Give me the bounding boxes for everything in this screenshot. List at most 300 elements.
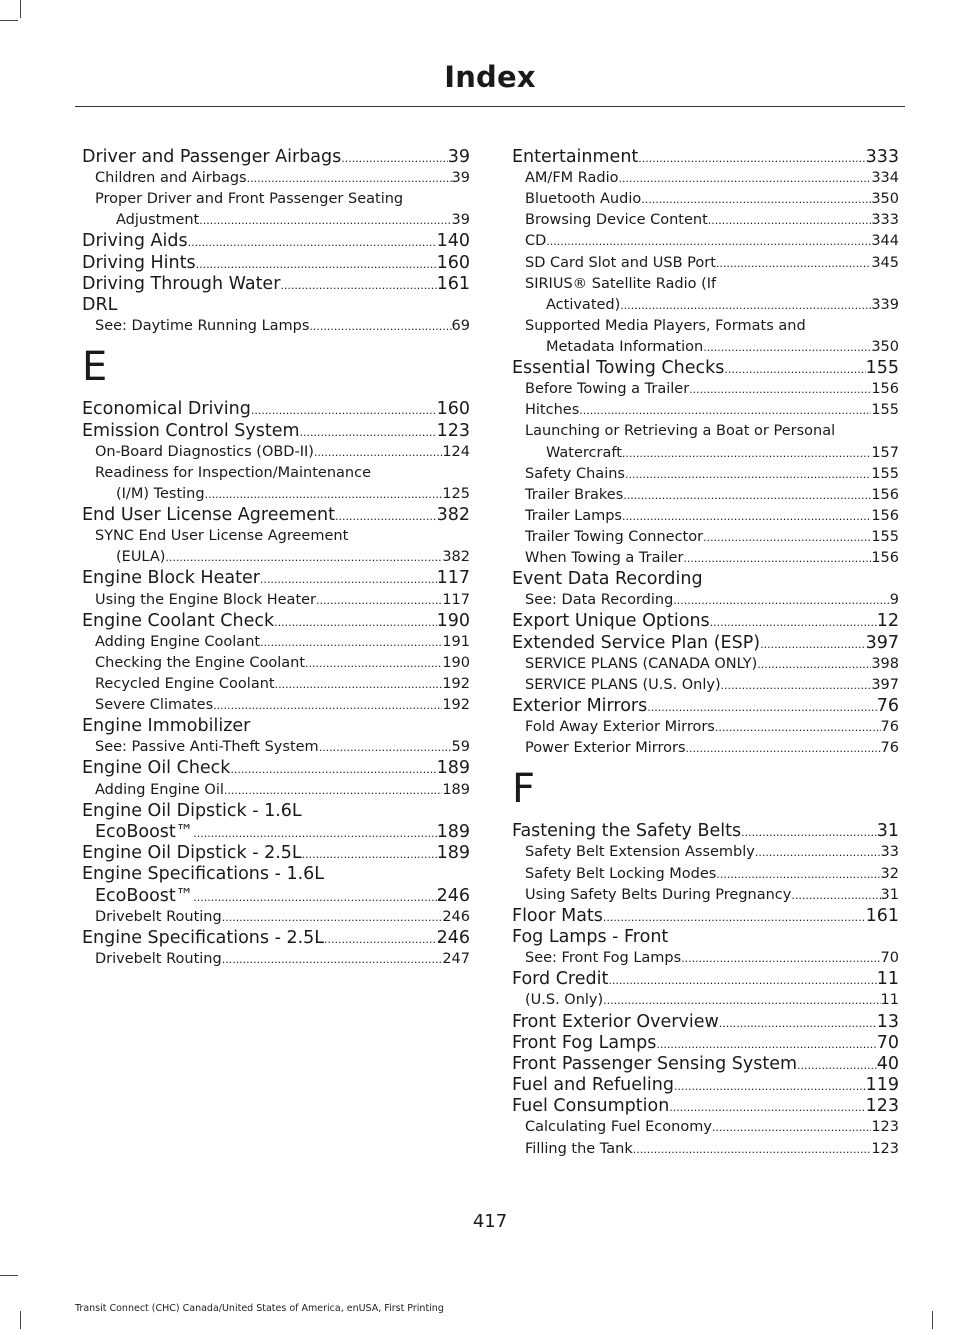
entry-text: SERVICE PLANS (U.S. Only) xyxy=(525,676,721,693)
entry-text: Hitches xyxy=(525,402,580,419)
entry-page-number: 123 xyxy=(871,1140,899,1157)
entry-text: Ford Credit xyxy=(512,969,609,990)
index-subentry[interactable] xyxy=(512,948,899,969)
entry-page-number: 246 xyxy=(436,885,470,906)
dot-leader xyxy=(546,231,871,252)
index-entry[interactable] xyxy=(82,568,470,589)
entry-page-number: 397 xyxy=(871,676,899,693)
entry-page-number: 155 xyxy=(865,358,899,379)
index-entry[interactable] xyxy=(512,358,899,379)
entry-text: SIRIUS® Satellite Radio (If xyxy=(525,275,717,292)
index-entry-continuation[interactable] xyxy=(82,484,470,505)
dot-leader xyxy=(757,654,871,675)
dot-leader xyxy=(319,737,452,758)
index-subentry[interactable] xyxy=(512,842,899,863)
dot-leader xyxy=(712,1117,871,1138)
dot-leader xyxy=(619,168,872,189)
entry-text: SD Card Slot and USB Port xyxy=(525,254,716,271)
crop-mark xyxy=(0,20,18,21)
dot-leader xyxy=(608,970,876,990)
dot-leader xyxy=(280,275,436,295)
entry-text: Supported Media Players, Formats and xyxy=(525,317,806,334)
entry-page-number: 350 xyxy=(871,338,899,355)
dot-leader xyxy=(716,253,871,274)
entry-page-number: 350 xyxy=(871,191,899,208)
entry-text: Launching or Retrieving a Boat or Personal xyxy=(525,423,836,440)
index-entry[interactable] xyxy=(82,421,470,442)
entry-page-number: 157 xyxy=(871,444,899,461)
entry-text: Engine Oil Dipstick - 2.5L xyxy=(82,843,302,864)
entry-page-number: 155 xyxy=(871,528,899,545)
section-letter: E xyxy=(82,344,108,391)
entry-page-number: 40 xyxy=(876,1053,899,1074)
index-entry[interactable] xyxy=(82,274,470,295)
index-subentry[interactable] xyxy=(512,168,899,189)
dot-leader xyxy=(741,822,877,842)
entry-page-number: 70 xyxy=(880,950,899,967)
dot-leader xyxy=(196,254,437,274)
index-subentry[interactable] xyxy=(82,442,470,463)
entry-text: SYNC End User License Agreement xyxy=(95,528,349,545)
dot-leader xyxy=(324,929,437,949)
entry-text: Readiness for Inspection/Maintenance xyxy=(95,464,371,481)
index-entry[interactable] xyxy=(82,864,470,885)
dot-leader xyxy=(302,844,437,864)
dot-leader xyxy=(716,864,880,885)
index-subentry[interactable] xyxy=(512,1139,899,1160)
dot-leader xyxy=(224,780,442,801)
index-entry[interactable] xyxy=(512,1096,899,1117)
entry-text: End User License Agreement xyxy=(82,504,335,525)
entry-text: Checking the Engine Coolant xyxy=(95,654,306,671)
index-entry[interactable] xyxy=(512,633,899,654)
index-entry[interactable] xyxy=(82,611,470,632)
index-subentry[interactable] xyxy=(512,717,899,738)
entry-text: Adjustment xyxy=(116,212,200,229)
index-subentry[interactable] xyxy=(512,400,899,421)
index-subentry[interactable] xyxy=(512,654,899,675)
dot-leader xyxy=(703,337,871,358)
index-subentry[interactable] xyxy=(512,1117,899,1138)
index-column-right xyxy=(512,147,899,1160)
dot-leader xyxy=(622,506,871,527)
entry-page-number: 161 xyxy=(436,273,470,294)
index-subentry[interactable] xyxy=(512,316,899,337)
index-entry-continuation[interactable] xyxy=(512,443,899,464)
index-subentry[interactable] xyxy=(512,253,899,274)
index-entry[interactable] xyxy=(512,927,899,948)
index-entry-continuation[interactable] xyxy=(82,822,470,843)
section-letter: F xyxy=(512,766,536,813)
entry-page-number: 123 xyxy=(865,1096,899,1117)
entry-text: Safety Belt Locking Modes xyxy=(525,865,717,882)
entry-page-number: 339 xyxy=(871,296,899,313)
index-subentry[interactable] xyxy=(82,907,470,928)
dot-leader xyxy=(625,464,871,485)
entry-text: Power Exterior Mirrors xyxy=(525,740,686,757)
entry-text: When Towing a Trailer xyxy=(525,549,684,566)
index-subentry[interactable] xyxy=(82,674,470,695)
index-column-left xyxy=(82,147,470,970)
entry-page-number: 119 xyxy=(865,1075,899,1096)
dot-leader xyxy=(708,210,872,231)
entry-text: Metadata Information xyxy=(546,338,704,355)
entry-text: (I/M) Testing xyxy=(116,485,205,502)
dot-leader xyxy=(683,548,871,569)
dot-leader xyxy=(623,485,871,506)
dot-leader xyxy=(681,948,880,969)
entry-page-number: 31 xyxy=(880,886,899,903)
entry-page-number: 190 xyxy=(442,654,470,671)
entry-page-number: 189 xyxy=(442,781,470,798)
index-entry[interactable] xyxy=(82,399,470,420)
entry-text: AM/FM Radio xyxy=(525,170,619,187)
entry-text: CD xyxy=(525,233,547,250)
entry-text: Front Exterior Overview xyxy=(512,1011,719,1032)
dot-leader xyxy=(710,612,877,632)
index-entry[interactable] xyxy=(82,758,470,779)
entry-page-number: 382 xyxy=(442,549,470,566)
entry-page-number: 31 xyxy=(876,821,899,842)
entry-text: Fold Away Exterior Mirrors xyxy=(525,719,715,736)
index-entry[interactable] xyxy=(512,1054,899,1075)
entry-text: Adding Engine Coolant xyxy=(95,633,261,650)
entry-page-number: 344 xyxy=(871,233,899,250)
entry-text: Severe Climates xyxy=(95,697,214,714)
entry-text: Export Unique Options xyxy=(512,611,710,632)
index-entry[interactable] xyxy=(512,1033,899,1054)
index-entry[interactable] xyxy=(512,821,899,842)
entry-page-number: 59 xyxy=(451,739,470,756)
entry-text: Proper Driver and Front Passenger Seating xyxy=(95,191,404,208)
entry-page-number: 398 xyxy=(871,655,899,672)
index-subentry[interactable] xyxy=(82,168,470,189)
index-subentry[interactable] xyxy=(82,463,470,484)
entry-text: Engine Specifications - 2.5L xyxy=(82,927,325,948)
entry-text: Using the Engine Block Heater xyxy=(95,591,317,608)
entry-page-number: 124 xyxy=(442,443,470,460)
entry-text: (EULA) xyxy=(116,549,166,566)
dot-leader xyxy=(674,1076,866,1096)
entry-text: Floor Mats xyxy=(512,905,603,926)
entry-text: Using Safety Belts During Pregnancy xyxy=(525,886,792,903)
index-entry[interactable] xyxy=(82,505,470,526)
entry-page-number: 123 xyxy=(871,1119,899,1136)
entry-page-number: 140 xyxy=(436,231,470,252)
dot-leader xyxy=(715,717,881,738)
entry-text: Drivebelt Routing xyxy=(95,950,222,967)
crop-mark xyxy=(0,1275,18,1276)
entry-text: Safety Chains xyxy=(525,465,625,482)
dot-leader xyxy=(260,632,442,653)
entry-text: Trailer Lamps xyxy=(525,507,622,524)
index-subentry[interactable] xyxy=(512,864,899,885)
index-entry[interactable] xyxy=(82,147,470,168)
entry-page-number: 189 xyxy=(436,821,470,842)
dot-leader xyxy=(579,400,871,421)
entry-page-number: 190 xyxy=(436,610,470,631)
entry-page-number: 382 xyxy=(436,504,470,525)
entry-page-number: 11 xyxy=(876,969,899,990)
dot-leader xyxy=(669,1097,865,1117)
page-title: Index xyxy=(444,60,536,94)
dot-leader xyxy=(260,569,437,589)
entry-text: Browsing Device Content xyxy=(525,212,708,229)
index-subentry[interactable] xyxy=(82,526,470,547)
entry-text: Engine Immobilizer xyxy=(82,716,251,737)
dot-leader xyxy=(603,990,880,1011)
dot-leader xyxy=(316,590,442,611)
entry-page-number: 32 xyxy=(880,865,899,882)
entry-text: Trailer Brakes xyxy=(525,486,624,503)
index-entry[interactable] xyxy=(82,295,470,316)
entry-page-number: 192 xyxy=(442,676,470,692)
index-subentry[interactable] xyxy=(512,506,899,527)
index-entry-continuation[interactable] xyxy=(512,295,899,316)
index-subentry[interactable] xyxy=(512,527,899,548)
index-entry[interactable] xyxy=(82,716,470,737)
crop-mark xyxy=(20,0,21,18)
dot-leader xyxy=(251,400,437,420)
entry-page-number: 125 xyxy=(442,485,470,502)
dot-leader xyxy=(673,590,889,611)
index-entry[interactable] xyxy=(82,843,470,864)
entry-text: See: Front Fog Lamps xyxy=(525,950,682,967)
entry-page-number: 9 xyxy=(889,592,899,609)
dot-leader xyxy=(222,907,443,928)
index-entry[interactable] xyxy=(512,969,899,990)
entry-text: Emission Control System xyxy=(82,420,300,441)
entry-text: Calculating Fuel Economy xyxy=(525,1119,712,1136)
index-subentry[interactable] xyxy=(82,653,470,674)
entry-page-number: 333 xyxy=(865,147,899,167)
entry-text: Drivebelt Routing xyxy=(95,908,222,925)
entry-page-number: 397 xyxy=(865,632,899,653)
title-rule xyxy=(75,106,905,107)
entry-text: Entertainment xyxy=(512,147,639,167)
index-subentry[interactable] xyxy=(512,675,899,696)
dot-leader xyxy=(165,547,442,568)
index-entry[interactable] xyxy=(512,1012,899,1033)
entry-text: On-Board Diagnostics (OBD-II) xyxy=(95,443,314,460)
index-subentry[interactable] xyxy=(512,231,899,252)
dot-leader xyxy=(199,210,451,231)
entry-text: Driver and Passenger Airbags xyxy=(82,147,342,167)
entry-page-number: 191 xyxy=(442,633,470,650)
entry-text: (U.S. Only) xyxy=(525,992,604,1009)
entry-text: Fuel and Refueling xyxy=(512,1075,674,1096)
dot-leader xyxy=(335,506,437,526)
footer-text: Transit Connect (CHC) Canada/United States of America, enUSA, First Printing xyxy=(75,1303,444,1314)
index-subentry[interactable] xyxy=(512,990,899,1011)
entry-text: Watercraft xyxy=(546,444,622,461)
entry-text: Children and Airbags xyxy=(95,170,247,187)
index-subentry[interactable] xyxy=(82,189,470,210)
entry-text: EcoBoost™ xyxy=(95,885,194,906)
index-entry[interactable] xyxy=(512,569,899,590)
entry-page-number: 334 xyxy=(871,170,899,187)
entry-text: Bluetooth Audio xyxy=(525,191,642,208)
index-entry-continuation[interactable] xyxy=(82,210,470,231)
dot-leader xyxy=(247,168,452,189)
entry-text: Engine Coolant Check xyxy=(82,610,275,631)
entry-page-number: 39 xyxy=(451,212,470,229)
index-subentry[interactable] xyxy=(82,316,470,337)
index-entry-continuation[interactable] xyxy=(512,337,899,358)
entry-page-number: 160 xyxy=(436,399,470,420)
crop-mark xyxy=(20,1311,21,1329)
dot-leader xyxy=(633,1139,872,1160)
index-entry[interactable] xyxy=(82,253,470,274)
dot-leader xyxy=(603,907,866,927)
index-entry-continuation[interactable] xyxy=(82,886,470,907)
index-subentry[interactable] xyxy=(512,189,899,210)
index-entry[interactable] xyxy=(512,696,899,717)
entry-page-number: 156 xyxy=(871,486,899,503)
entry-page-number: 117 xyxy=(442,591,470,608)
entry-text: Activated) xyxy=(546,296,621,313)
index-subentry[interactable] xyxy=(82,780,470,801)
dot-leader xyxy=(620,295,871,316)
entry-text: See: Passive Anti-Theft System xyxy=(95,739,319,756)
entry-page-number: 156 xyxy=(871,381,899,398)
entry-page-number: 333 xyxy=(871,212,899,229)
dot-leader xyxy=(188,232,437,252)
entry-text: Filling the Tank xyxy=(525,1140,633,1157)
entry-page-number: 155 xyxy=(871,402,899,419)
index-subentry[interactable] xyxy=(512,421,899,442)
entry-page-number: 247 xyxy=(442,950,470,967)
dot-leader xyxy=(760,634,866,654)
entry-text: EcoBoost™ xyxy=(95,821,194,842)
entry-text: Engine Oil Dipstick - 1.6L xyxy=(82,800,302,821)
dot-leader xyxy=(314,442,442,463)
entry-text: Engine Oil Check xyxy=(82,758,231,779)
entry-page-number: 69 xyxy=(451,318,470,335)
entry-page-number: 13 xyxy=(876,1011,899,1032)
entry-text: Engine Block Heater xyxy=(82,568,260,589)
entry-page-number: 123 xyxy=(436,420,470,441)
entry-text: Front Fog Lamps xyxy=(512,1032,657,1053)
dot-leader xyxy=(193,823,436,843)
index-subentry[interactable] xyxy=(512,548,899,569)
index-entry[interactable] xyxy=(512,1075,899,1096)
dot-leader xyxy=(300,422,437,442)
entry-text: Essential Towing Checks xyxy=(512,358,725,379)
entry-text: Trailer Towing Connector xyxy=(525,528,704,545)
entry-page-number: 155 xyxy=(871,465,899,482)
entry-page-number: 76 xyxy=(876,695,899,716)
dot-leader xyxy=(755,842,881,863)
index-subentry[interactable] xyxy=(512,464,899,485)
dot-leader xyxy=(703,527,871,548)
dot-leader xyxy=(213,695,442,716)
entry-page-number: 12 xyxy=(876,611,899,632)
page-number: 417 xyxy=(472,1211,508,1232)
entry-text: Before Towing a Trailer xyxy=(525,381,690,398)
entry-page-number: 33 xyxy=(880,844,899,861)
index-subentry[interactable] xyxy=(82,949,470,970)
entry-text: SERVICE PLANS (CANADA ONLY) xyxy=(525,655,758,672)
entry-page-number: 39 xyxy=(447,147,470,167)
entry-text: Driving Aids xyxy=(82,231,188,252)
index-subentry[interactable] xyxy=(512,590,899,611)
entry-page-number: 39 xyxy=(451,170,470,187)
entry-page-number: 156 xyxy=(871,549,899,566)
entry-text: Fuel Consumption xyxy=(512,1096,670,1117)
entry-page-number: 246 xyxy=(442,908,470,925)
index-subentry[interactable] xyxy=(512,885,899,906)
dot-leader xyxy=(205,484,443,505)
dot-leader xyxy=(305,653,442,674)
entry-page-number: 117 xyxy=(436,568,470,589)
index-entry[interactable] xyxy=(512,147,899,168)
index-subentry[interactable] xyxy=(82,695,470,716)
index-entry[interactable] xyxy=(512,611,899,632)
crop-mark xyxy=(932,1311,933,1329)
index-entry-continuation[interactable] xyxy=(82,547,470,568)
entry-page-number: 246 xyxy=(436,927,470,948)
entry-page-number: 76 xyxy=(880,740,899,757)
index-entry[interactable] xyxy=(82,231,470,252)
entry-page-number: 70 xyxy=(876,1032,899,1053)
entry-page-number: 76 xyxy=(880,719,899,736)
dot-leader xyxy=(275,674,443,695)
dot-leader xyxy=(274,612,436,632)
entry-page-number: 161 xyxy=(865,905,899,926)
entry-page-number: 160 xyxy=(436,252,470,273)
entry-text: Extended Service Plan (ESP) xyxy=(512,632,761,653)
dot-leader xyxy=(341,148,448,168)
entry-text: Fastening the Safety Belts xyxy=(512,821,742,842)
index-subentry[interactable] xyxy=(512,274,899,295)
dot-leader xyxy=(719,1013,877,1033)
dot-leader xyxy=(724,359,865,379)
entry-text: Adding Engine Oil xyxy=(95,781,224,798)
dot-leader xyxy=(689,379,871,400)
index-subentry[interactable] xyxy=(82,632,470,653)
dot-leader xyxy=(647,697,876,717)
entry-text: See: Daytime Running Lamps xyxy=(95,318,310,335)
entry-text: Recycled Engine Coolant xyxy=(95,676,275,692)
index-entry[interactable] xyxy=(82,928,470,949)
dot-leader xyxy=(230,759,436,779)
index-subentry[interactable] xyxy=(512,379,899,400)
index-subentry[interactable] xyxy=(512,210,899,231)
dot-leader xyxy=(656,1034,876,1054)
dot-leader xyxy=(641,189,871,210)
index-subentry[interactable] xyxy=(82,737,470,758)
index-entry[interactable] xyxy=(82,801,470,822)
index-entry[interactable] xyxy=(512,906,899,927)
dot-leader xyxy=(622,443,871,464)
entry-page-number: 189 xyxy=(436,758,470,779)
entry-page-number: 11 xyxy=(880,992,899,1009)
entry-text: Economical Driving xyxy=(82,399,251,420)
entry-text: Event Data Recording xyxy=(512,569,703,590)
entry-text: Driving Hints xyxy=(82,252,196,273)
entry-page-number: 189 xyxy=(436,843,470,864)
entry-page-number: 192 xyxy=(442,697,470,714)
entry-text: Front Passenger Sensing System xyxy=(512,1053,798,1074)
dot-leader xyxy=(791,885,880,906)
entry-text: Exterior Mirrors xyxy=(512,695,648,716)
dot-leader xyxy=(721,675,872,696)
index-subentry[interactable] xyxy=(512,738,899,759)
index-subentry[interactable] xyxy=(512,485,899,506)
index-subentry[interactable] xyxy=(82,590,470,611)
dot-leader xyxy=(193,887,436,907)
